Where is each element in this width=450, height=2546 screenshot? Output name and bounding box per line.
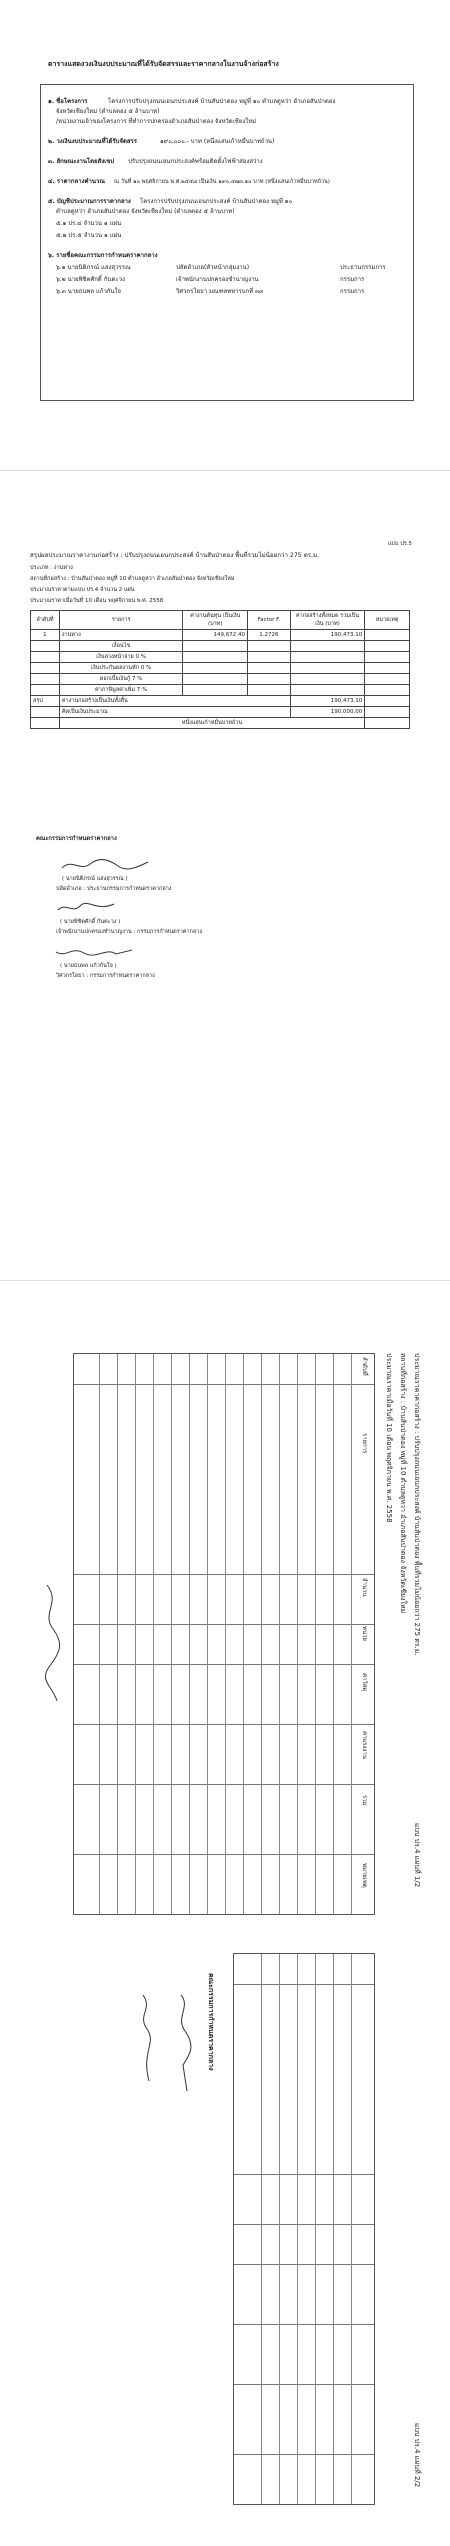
estimate-location: สถานที่ก่อสร้าง : บ้านสันป่าตอง หมู่ที่ 10 ตำบลดูหว่า อำเภอสันป่าตอง จังหวัดเชียงใหม่	[399, 1353, 407, 1614]
item-5-line2: ตำบลดูหว่า อำเภอสันป่าตอง จังหวัดเชียงใหม่ (ตำบลตอง ๕ ล้านบาท)	[56, 208, 235, 215]
item-2-text: ๑๙๐,๐๐๐.- บาท (หนึ่งแสนเก้าหมื่นบาทถ้วน)	[160, 138, 275, 145]
col-factor: Factor F.	[248, 611, 291, 630]
signature-2-position: เจ้าพนักงานปกครองชำนาญงาน : กรรมการกำหนดราคากลาง	[56, 929, 203, 935]
cell-item: เงื่อนไข	[59, 641, 183, 652]
signature-2-name: ( นายพิชิตศักดิ์ กันตะวง )	[60, 919, 121, 925]
table-row	[31, 685, 410, 696]
form-code: แบบ ปร.5	[388, 541, 412, 547]
table-row	[31, 652, 410, 663]
col-no: ลำดับที่	[31, 611, 60, 630]
col-total: ค่าก่อสร้างทั้งหมด รวมเป็นเงิน (บาท)	[290, 611, 364, 630]
page-divider	[0, 470, 450, 471]
summary-row-rounded	[31, 707, 410, 718]
signature-rotated-1	[39, 1583, 63, 1703]
cell-item: เงินล่วงหน้าจ่าย 0 %	[59, 652, 183, 663]
item-5-text: โครงการปรับปรุงถนนเอนกประสงค์ บ้านสันป่าตอง หมู่ที่ ๑๐	[140, 198, 293, 205]
estimate-title: ประมาณราคาค่าก่อสร้าง : ปรับปรุงถนนเอนกประสงค์ บ้านสันป่าตอง พื้นที่รวมไม่น้อยกว่า 275 ตร.ม.	[413, 1353, 421, 1656]
estimate-date: ประมาณราคาเมื่อวันที่ 10 เดือน พฤศจิกายน พ.ศ. 2558	[30, 598, 164, 604]
signature-rotated-2	[173, 1993, 195, 2093]
page-3	[0, 1310, 450, 2546]
estimate-date: ประมาณราคาเมื่อวันที่ 10 เดือน พฤศจิกายน พ.ศ. 2558	[385, 1353, 393, 1523]
committee-3-name: ๖.๓ นายธนพล แก้วกันใจ	[56, 288, 122, 295]
signature-2	[56, 900, 116, 916]
second-form-code: แบบ ปร.4 แผ่นที่ 2/2	[413, 2423, 421, 2488]
cell-total: 190,473.10	[290, 630, 364, 641]
signature-rotated-3	[135, 1993, 155, 2083]
table-row	[31, 641, 410, 652]
summary-label: สรุป	[31, 696, 60, 707]
item-1-text: โครงการปรับปรุงถนนเอนกประสงค์ บ้านสันป่าตอง หมู่ที่ ๑๐ ตำบลดูหว่า อำเภอสันป่าตอง	[108, 98, 336, 105]
committee-1-position: ปลัดอำเภอ(หัวหน้ากลุ่มงาน)	[176, 264, 250, 271]
signature-1-position: ปลัดอำเภอ : ประธานกรรมการกำหนดราคากลาง	[56, 886, 172, 892]
committee-2-role: กรรมการ	[340, 276, 365, 283]
item-4-label: ๔. ราคากลางคำนวณ	[48, 178, 105, 185]
signature-1	[60, 856, 150, 874]
form-reference: ประมาณราคาตามแบบ ปร.4 จำนวน 2 แผ่น	[30, 587, 135, 593]
cell-item: ค่าภาษีมูลค่าเพิ่ม 7 %	[59, 685, 183, 696]
cell-item: ดอกเบี้ยเงินกู้ 7 %	[59, 674, 183, 685]
page-1-frame	[40, 84, 414, 401]
item-3-text: ปรับปรุงถนนเอนกประสงค์พร้อมติดตั้งไฟฟ้าส่องสว่าง	[128, 158, 263, 165]
table-header-row	[31, 611, 410, 630]
item-3-label: ๓. ลักษณะงานโดยสังเขป	[48, 158, 115, 165]
signature-3-position: วิศวกรโยธา : กรรมการกำหนดราคากลาง	[56, 973, 155, 979]
col-cost: ค่างานต้นทุน เป็นเงิน (บาท)	[183, 611, 248, 630]
item-4-text: ณ วันที่ ๑๐ พฤศจิกายน พ.ศ.๒๕๕๘ เป็นเงิน ๑๙๐,๔๗๓.๑๐ บาท (หนึ่งแสนเก้าหมื่นบาทถ้วน)	[114, 179, 330, 185]
amount-in-words: หนึ่งแสนเก้าหมื่นบาทถ้วน	[59, 718, 364, 729]
item-2-label: ๒. วงเงินงบประมาณที่ได้รับจัดสรร	[48, 138, 138, 145]
committee-2-position: เจ้าพนักงานปกครองชำนาญงาน	[176, 276, 259, 283]
table-row	[31, 663, 410, 674]
committee-heading: คณะกรรมการกำหนดราคากลาง	[36, 836, 117, 842]
page-1	[0, 0, 450, 420]
cell-no: 1	[31, 630, 60, 641]
signature-3	[54, 944, 134, 960]
cell-factor: 1.2726	[248, 630, 291, 641]
item-1-line3: /หน่วยงานเจ้าของโครงการ ที่ทำการปกครองอำเภอสันป่าตอง จังหวัดเชียงใหม่	[56, 118, 257, 125]
grid-header-item: รายการ	[361, 1433, 368, 1454]
summary-rounded-value: 190,000.00	[290, 707, 364, 718]
committee-2-name: ๖.๒ นายพิชิตศักดิ์ กันตะวง	[56, 276, 125, 283]
page-divider	[0, 1280, 450, 1281]
estimate-grid-1	[73, 1353, 375, 1915]
item-1-label: ๑. ชื่อโครงการ	[48, 98, 88, 105]
grid-header-unit: หน่วย	[361, 1626, 368, 1641]
site-location: สถานที่ก่อสร้าง : บ้านสันป่าตอง หมู่ที่ 10 ตำบลดูหว่า อำเภอสันป่าตอง จังหวัดเชียงใหม่	[30, 576, 235, 582]
estimate-form-code: แบบ ปร.4 แผ่นที่ 1/2	[413, 1823, 421, 1888]
summary-total-label: ค่างานก่อสร้างเป็นเงินทั้งสิ้น	[59, 696, 290, 707]
summary-total-value: 190,473.10	[290, 696, 364, 707]
grid-header-total: รวม	[361, 1795, 368, 1806]
col-note: หมายเหตุ	[365, 611, 410, 630]
grid-header-material: ค่าวัสดุ	[361, 1673, 368, 1692]
summary-title: สรุปผลประมาณราคางานก่อสร้าง : ปรับปรุงถนนเอนกประสงค์ บ้านสันป่าตอง พื้นที่รวมไม่น้อยกว่า 275 ตร.ม.	[30, 552, 320, 559]
cell-cost: 149,672.40	[183, 630, 248, 641]
item-6-label: ๖. รายชื่อคณะกรรมการกำหนดราคากลาง	[48, 252, 158, 259]
work-type: ประเภท : งานทาง	[30, 565, 73, 571]
item-5-sub2: ๕.๒ ปร.๕ จำนวน ๑ แผ่น	[56, 232, 122, 239]
page-2	[0, 500, 450, 1040]
rotated-committee-heading: คณะกรรมการกำหนดราคากลาง	[207, 1973, 215, 2071]
signature-3-name: ( นายธนพล แก้วกันใจ )	[60, 963, 117, 969]
grid-header-note: หมายเหตุ	[361, 1863, 368, 1888]
col-item: รายการ	[59, 611, 183, 630]
committee-1-name: ๖.๑ นายนิติภรณ์ แสงสุวรรณ	[56, 264, 131, 271]
table-row	[31, 674, 410, 685]
page-1-title: ตารางแสดงวงเงินงบประมาณที่ได้รับจัดสรรและราคากลางในงานจ้างก่อสร้าง	[48, 60, 279, 68]
cell-item: เงินประกันผลงานหัก 0 %	[59, 663, 183, 674]
rotated-estimate-sheet	[15, 1333, 435, 2523]
item-1-line2: จังหวัดเชียงใหม่ (ตำบลตอง ๕ ล้านบาท)	[56, 108, 160, 115]
committee-3-position: วิศวกรโยธา มณฑลทหารบกที่ ๓๓	[176, 288, 264, 295]
grid-header-qty: จำนวน	[361, 1578, 368, 1597]
signature-1-name: ( นายนิติภรณ์ แสงสุวรรณ )	[62, 876, 128, 882]
cost-summary-table	[30, 610, 410, 729]
cell-item: งานทาง	[59, 630, 183, 641]
item-5-label: ๕. บัญชีประมาณการราคากลาง	[48, 198, 131, 205]
committee-3-role: กรรมการ	[340, 288, 365, 295]
committee-1-role: ประธานกรรมการ	[340, 264, 386, 271]
estimate-grid-2	[233, 1953, 375, 2505]
grid-header-no: ลำดับที่	[361, 1357, 368, 1376]
item-5-sub1: ๕.๑ ปร.๔ จำนวน ๑ แผ่น	[56, 220, 122, 227]
cell-note	[365, 630, 410, 641]
grid-header-labour: ค่าแรงงาน	[361, 1731, 368, 1759]
summary-row-total	[31, 696, 410, 707]
table-row	[31, 630, 410, 641]
amount-words-row	[31, 718, 410, 729]
summary-rounded-label: คิดเป็นเงินประมาณ	[59, 707, 290, 718]
